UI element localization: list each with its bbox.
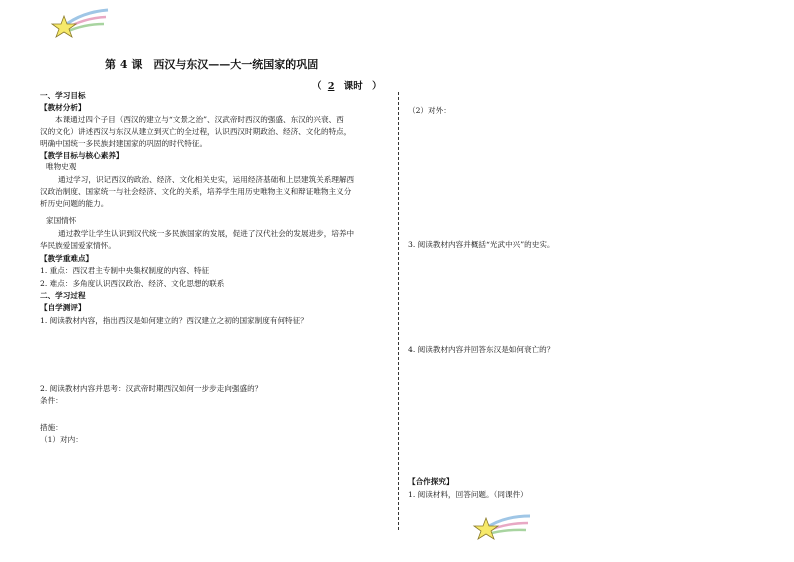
section-1-heading: 一、学习目标 [40,91,86,100]
self-test-heading: 【自学测评】 [40,303,86,312]
key-point: 1. 重点：西汉君主专制中央集权制度的内容、特征 [40,266,210,275]
column-divider [398,92,399,530]
goal-2-text: 通过教学让学生认识到汉代统一多民族国家的发展，促进了汉代社会的发展进步，培养中 [58,229,355,238]
cooperation-heading: 【合作探究】 [408,477,454,486]
key-point: 2. 难点：多角度认识西汉政治、经济、文化思想的联系 [40,279,225,288]
analysis-line: 汉的文化）讲述西汉与东汉从建立到灭亡的全过程，认识西汉时期政治、经济、文化的特点， [40,127,352,136]
goal-1-name: 唯物史观 [46,162,77,171]
period-unit: 课时 [343,81,363,92]
question-3: 3. 阅读教材内容并概括“光武中兴”的史实。 [408,240,555,249]
goal-1-text: 通过学习，识记西汉的政治、经济、文化相关史实，运用经济基础和上层建筑关系理解西 [58,175,355,184]
analysis-heading: 【教材分析】 [40,103,86,112]
domestic-label: （1）对内： [40,435,83,444]
lesson-period [312,78,382,92]
period-number: 2 [327,81,335,92]
conditions-label: 条件： [40,396,63,405]
question-1: 1. 阅读教材内容，指出西汉是如何建立的？西汉建立之初的国家制度有何特征？ [40,316,308,325]
shooting-star-bottom-icon [470,510,532,550]
goals-heading: 【教学目标与核心素养】 [40,151,124,160]
cooperation-question-1: 1. 阅读材料，回答问题。（同课件） [408,490,528,499]
analysis-line: 本课通过四个子目（西汉的建立与“文景之治”、汉武帝时西汉的强盛、东汉的兴衰、西 [55,115,344,124]
period-open: （ [312,81,322,92]
shooting-star-top-icon [50,6,110,44]
key-points-heading: 【教学重难点】 [40,254,94,263]
question-4: 4. 阅读教材内容并回答东汉是如何衰亡的？ [408,345,555,354]
measures-label: 措施： [40,423,63,432]
goal-1-text: 析历史问题的能力。 [40,199,109,208]
foreign-label: （2）对外： [408,106,451,115]
question-2: 2. 阅读教材内容并思考：汉武帝时期西汉如何一步步走向强盛的？ [40,384,263,393]
analysis-line: 明确中国统一多民族封建国家的巩固的时代特征。 [40,139,208,148]
goal-2-name: 家国情怀 [46,216,77,225]
goal-1-text: 汉政治制度、国家统一与社会经济、文化的关系，培养学生用历史唯物主义和辩证唯物主义分 [40,187,352,196]
goal-2-text: 华民族爱国爱家情怀。 [40,241,116,250]
period-close: ） [372,81,382,92]
section-2-heading: 二、学习过程 [40,291,86,300]
page-title: 第 4 课 西汉与东汉——大一统国家的巩固 [105,58,319,71]
